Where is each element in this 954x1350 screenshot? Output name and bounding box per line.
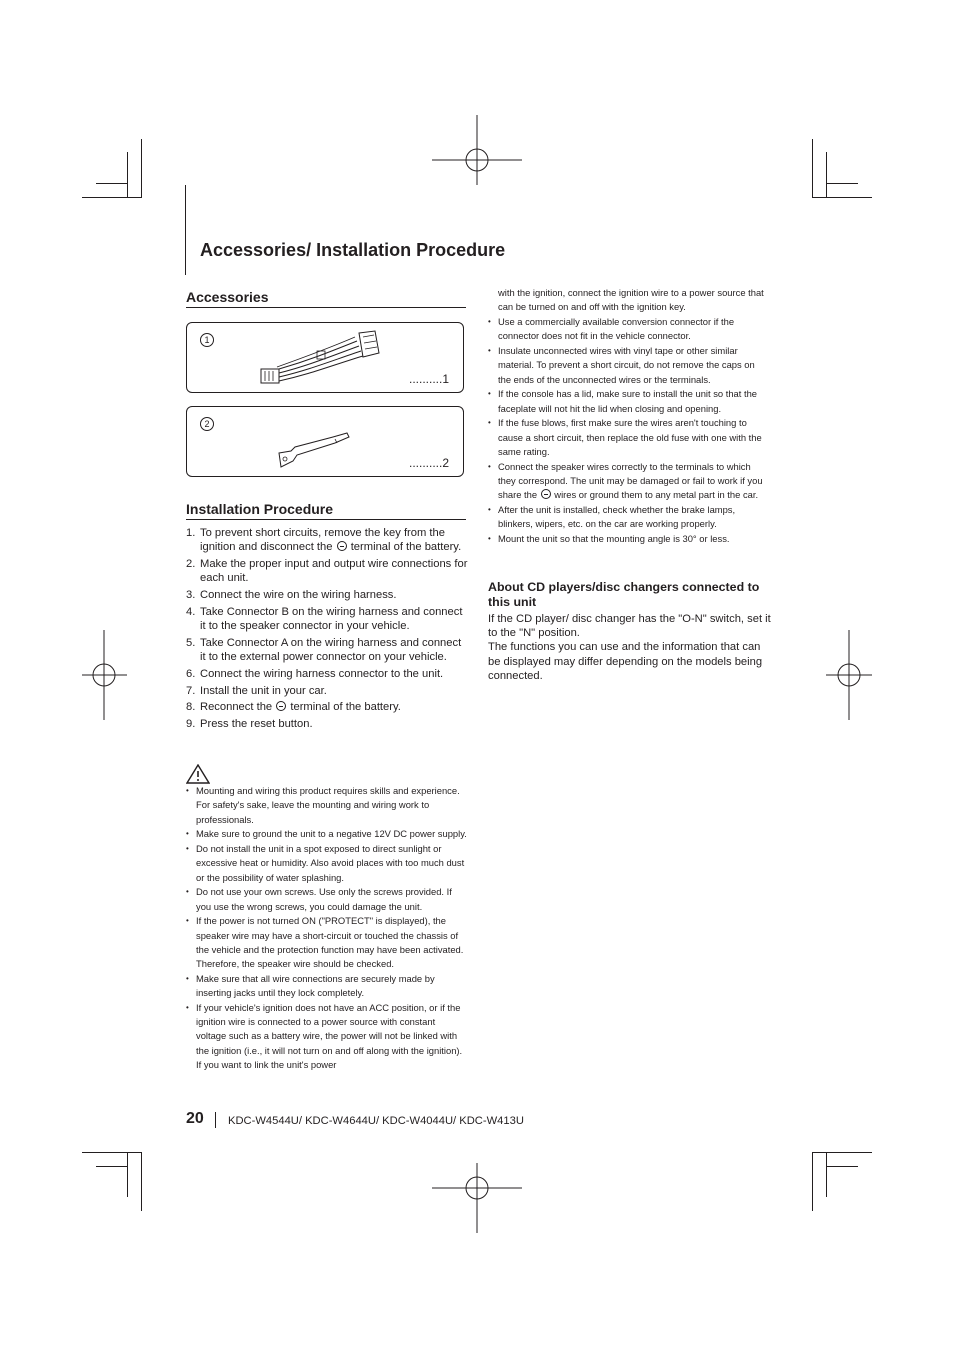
crop-mark	[812, 1152, 872, 1153]
quantity-label: ..........1	[409, 372, 450, 386]
warning-item: • If the power is not turned ON ("PROTECT" is displayed), the speaker wire may have a short-circuit or touched the chassis of the vehicle and the protection function may have been activated. Therefore, the speaker wire should be checked.	[186, 914, 468, 971]
warning-item: • Mount the unit so that the mounting angle is 30° or less.	[488, 532, 770, 546]
crop-mark	[127, 1152, 128, 1197]
step-item: 4. Take Connector B on the wiring harness and connect it to the speaker connector in your vehicle.	[186, 605, 463, 632]
about-paragraph: The functions you can use and the information that can be displayed may differ depending on the models being connected.	[488, 641, 763, 682]
warning-list-left	[186, 784, 468, 1073]
step-item: 2. Make the proper input and output wire connections for each unit.	[186, 558, 468, 585]
crop-mark	[141, 1152, 142, 1211]
registration-mark-icon	[432, 115, 522, 205]
warning-item: • Insulate unconnected wires with vinyl tape or other similar material. To prevent a short circuit, do not remove the caps on the ends of the unconnected wires or the terminals.	[488, 344, 770, 387]
warning-item: • Mounting and wiring this product requires skills and experience. For safety's sake, leave the mounting and wiring work to professionals.	[186, 784, 468, 827]
minus-terminal-icon	[276, 701, 286, 711]
warning-item: • Do not install the unit in a spot exposed to direct sunlight or excessive heat or humidity. Also avoid places with too much dust or the possibility of water splashing.	[186, 842, 468, 885]
crop-mark	[812, 139, 813, 198]
warning-item: • Do not use your own screws. Use only the screws provided. If you use the wrong screws, you could damage the unit.	[186, 885, 468, 914]
installation-steps	[186, 526, 468, 734]
step-item: 5. Take Connector A on the wiring harness and connect it to the external power connector on your vehicle.	[186, 636, 462, 663]
warning-item: • If the console has a lid, make sure to install the unit so that the faceplate will not hit the lid when closing and opening.	[488, 387, 770, 416]
page-title: Accessories/ Installation Procedure	[200, 240, 506, 260]
warning-item: • Connect the speaker wires correctly to the terminals to which they correspond. The unit may be damaged or fail to work if you share the wires or ground them to any metal part in the car.	[488, 460, 770, 503]
accessories-heading: Accessories	[186, 289, 269, 305]
warning-triangle-icon	[186, 764, 210, 784]
about-paragraph: If the CD player/ disc changer has the "O-N" switch, set it to the "N" position.	[488, 613, 771, 640]
accessory-item-2	[186, 406, 464, 477]
warning-item: • After the unit is installed, check whether the brake lamps, blinkers, wipers, etc. on the car are working properly.	[488, 503, 770, 532]
warning-item: • If your vehicle's ignition does not have an ACC position, or if the ignition wire is connected to a power source with constant voltage such as a battery wire, the power will not be linked with the ignition (i.e., it will not turn on and off along with the ignition). If you want to link the unit's power	[186, 1001, 468, 1072]
crop-mark	[127, 152, 128, 198]
page-number: 20	[186, 1110, 204, 1127]
crop-mark	[826, 1152, 827, 1197]
crop-mark	[812, 1152, 813, 1211]
step-item: 9. Press the reset button.	[186, 718, 313, 731]
crop-mark	[812, 197, 872, 198]
warning-item: • Use a commercially available conversion connector if the connector does not fit in the vehicle connector.	[488, 315, 770, 344]
footer-rule	[215, 1112, 216, 1128]
about-body	[488, 612, 773, 683]
minus-terminal-icon	[337, 541, 347, 551]
minus-terminal-icon	[541, 489, 551, 499]
warning-continuation: with the ignition, connect the ignition wire to a power source that can be turned on and off with the ignition key.	[498, 287, 764, 313]
crop-mark	[82, 197, 142, 198]
warning-item: • If the fuse blows, first make sure the wires aren't touching to cause a short circuit, then replace the old fuse with one with the same rating.	[488, 416, 770, 459]
crop-mark	[826, 1166, 858, 1167]
warning-item: • Make sure that all wire connections are securely made by inserting jacks until they lock completely.	[186, 972, 468, 1001]
warning-item: • Make sure to ground the unit to a negative 12V DC power supply.	[186, 827, 468, 841]
installation-rule	[186, 519, 466, 520]
wiring-harness-icon	[257, 329, 387, 389]
crop-mark	[826, 183, 858, 184]
item-number-badge: 2	[200, 417, 214, 431]
registration-mark-icon	[82, 630, 172, 720]
installation-heading: Installation Procedure	[186, 501, 334, 517]
registration-mark-icon	[432, 1143, 522, 1233]
warning-list-right	[488, 286, 770, 546]
crop-mark	[141, 139, 142, 198]
quantity-label: ..........2	[409, 456, 450, 470]
model-numbers: KDC-W4544U/ KDC-W4644U/ KDC-W4044U/ KDC-W413U	[228, 1115, 524, 1127]
step-item: 7. Install the unit in your car.	[186, 684, 327, 697]
accessory-item-1	[186, 322, 464, 393]
accessories-rule	[186, 307, 466, 308]
step-item: 1. To prevent short circuits, remove the key from the ignition and disconnect the terminal of the battery.	[186, 527, 462, 554]
removal-key-icon	[275, 427, 355, 471]
item-number-badge: 1	[200, 333, 214, 347]
about-heading: About CD players/disc changers connected to this unit	[488, 580, 760, 609]
title-rule	[185, 185, 186, 275]
step-item: 6. Connect the wiring harness connector to the unit.	[186, 667, 444, 680]
registration-mark-icon	[804, 630, 894, 720]
step-item: 3. Connect the wire on the wiring harness.	[186, 589, 397, 601]
crop-mark	[96, 183, 128, 184]
crop-mark	[82, 1152, 142, 1153]
crop-mark	[96, 1166, 128, 1167]
crop-mark	[826, 152, 827, 198]
step-item: 8. Reconnect the terminal of the battery.	[186, 701, 401, 714]
